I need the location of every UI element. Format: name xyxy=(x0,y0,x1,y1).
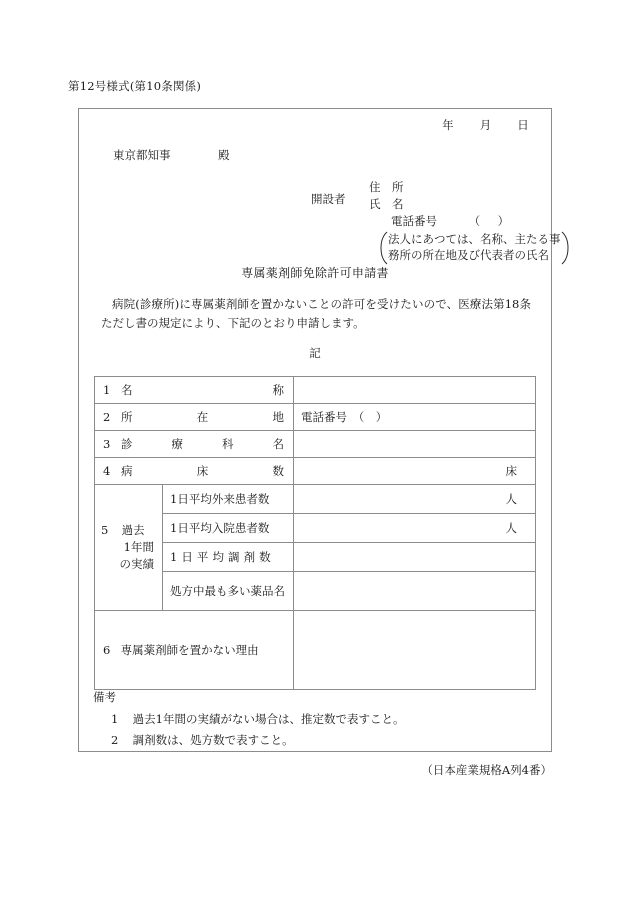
founder-note-line1: 法人にあつては、名称、主たる事 xyxy=(388,232,561,246)
row2-label-char-1: 所 xyxy=(121,410,133,424)
row5-group-label-2: 1年間 xyxy=(123,540,154,554)
remarks-item-text: 過去1年間の実績がない場合は、推定数で表すこと。 xyxy=(132,712,405,726)
brace-right-icon xyxy=(561,231,570,265)
row4-number: 4 xyxy=(103,464,111,478)
founder-name-label: 氏 名 xyxy=(369,197,404,211)
table-row xyxy=(95,404,536,431)
founder-tel-row xyxy=(369,213,570,230)
table-row xyxy=(95,377,536,404)
row2-value-cell[interactable]: 電話番号 （ ） xyxy=(294,404,536,431)
table-row xyxy=(95,485,536,514)
remarks-heading: 備考 xyxy=(93,690,116,704)
brace-left-icon xyxy=(379,231,388,265)
founder-fields xyxy=(369,179,570,265)
ki-marker: 記 xyxy=(309,346,321,360)
remarks-item-number: 1 xyxy=(111,712,119,726)
row6-label: 専属薬剤師を置かない理由 xyxy=(120,643,259,657)
row4-value-cell[interactable] xyxy=(294,458,536,485)
remarks-item xyxy=(93,709,404,730)
founder-tel-label: 電話番号 xyxy=(391,214,437,228)
row5-number: 5 xyxy=(101,523,109,537)
body-text xyxy=(101,295,531,333)
row5-group-line1 xyxy=(101,522,156,539)
body-text-content: 病院(診療所)に専属薬剤師を置かないことの許可を受けたいので、医療法第18条ただし書の規定により、下記のとおり申請します。 xyxy=(101,297,531,330)
row5-value-cell-1[interactable] xyxy=(294,485,536,514)
row5-value-cell-4[interactable] xyxy=(294,572,536,611)
row2-number: 2 xyxy=(103,410,111,424)
paper-size-note: （日本産業規格A列4番） xyxy=(421,763,552,777)
row1-number: 1 xyxy=(103,383,111,397)
addressee-to: 東京都知事 xyxy=(113,148,171,162)
row4-label-cell xyxy=(95,458,294,485)
row3-label-char-2: 療 xyxy=(171,437,183,451)
row3-number: 3 xyxy=(103,437,111,451)
row2-label-char-2: 在 xyxy=(196,410,209,424)
row5-sub-label-3: 1 日 平 均 調 剤 数 xyxy=(163,543,294,572)
row1-label-char-2: 称 xyxy=(272,383,284,397)
remarks-item-number: 2 xyxy=(111,733,119,747)
date-year: 年 xyxy=(442,118,454,132)
addressee-honorific: 殿 xyxy=(218,148,230,162)
row5-value-cell-3[interactable] xyxy=(294,543,536,572)
row5-group-label-3: の実績 xyxy=(119,557,154,571)
founder-note xyxy=(379,231,570,265)
date-line xyxy=(442,117,529,133)
founder-note-lines xyxy=(388,231,561,265)
founder-address-row xyxy=(369,179,570,196)
form-number: 第12号様式(第10条関係) xyxy=(68,79,202,93)
date-day: 日 xyxy=(517,118,529,132)
row4-label-char-3: 数 xyxy=(272,464,284,478)
row3-label-cell xyxy=(95,431,294,458)
table-row xyxy=(95,611,536,690)
row5-sub-label-1: 1日平均外来患者数 xyxy=(163,485,294,514)
row2-label-char-3: 地 xyxy=(272,410,284,424)
row5-unit-2: 人 xyxy=(505,521,517,535)
founder-tel-paren: （ ） xyxy=(468,214,513,228)
date-month: 月 xyxy=(479,118,492,132)
row3-label-char-3: 科 xyxy=(222,437,234,451)
row5-group-label-1: 過去 xyxy=(121,523,145,537)
row6-value-cell[interactable] xyxy=(294,611,536,690)
remarks-item-text: 調剤数は、処方数で表すこと。 xyxy=(132,733,294,747)
row1-value-cell[interactable] xyxy=(294,377,536,404)
table-row xyxy=(95,458,536,485)
row5-group-label-cell xyxy=(95,485,163,611)
row3-value-cell[interactable] xyxy=(294,431,536,458)
founder-name-row xyxy=(369,196,570,213)
row4-label-char-1: 病 xyxy=(121,464,133,478)
row5-sub-label-4: 処方中最も多い薬品名 xyxy=(163,572,294,611)
addressee xyxy=(113,147,230,163)
row4-unit: 床 xyxy=(505,464,517,478)
row6-label-cell xyxy=(95,611,294,690)
founder-address-label: 住 所 xyxy=(369,180,404,194)
row4-label-char-2: 床 xyxy=(196,464,209,478)
row6-number: 6 xyxy=(103,643,111,657)
remarks-section xyxy=(93,687,404,751)
application-table xyxy=(94,376,536,690)
row3-label-char-4: 名 xyxy=(272,437,284,451)
row1-label-char-1: 名 xyxy=(121,383,133,397)
row3-label-char-1: 診 xyxy=(121,437,133,451)
table-row xyxy=(95,431,536,458)
row1-label-cell xyxy=(95,377,294,404)
founder-note-line2: 務所の所在地及び代表者の氏名 xyxy=(388,248,549,262)
row2-label-cell xyxy=(95,404,294,431)
founder-block xyxy=(311,179,570,265)
row5-value-cell-2[interactable] xyxy=(294,514,536,543)
form-frame xyxy=(78,108,561,752)
row5-unit-1: 人 xyxy=(505,492,517,506)
document-title: 専属薬剤師免除許可申請書 xyxy=(241,266,389,280)
founder-label: 開設者 xyxy=(311,192,346,206)
remarks-item xyxy=(93,730,404,751)
row5-sub-label-2: 1日平均入院患者数 xyxy=(163,514,294,543)
